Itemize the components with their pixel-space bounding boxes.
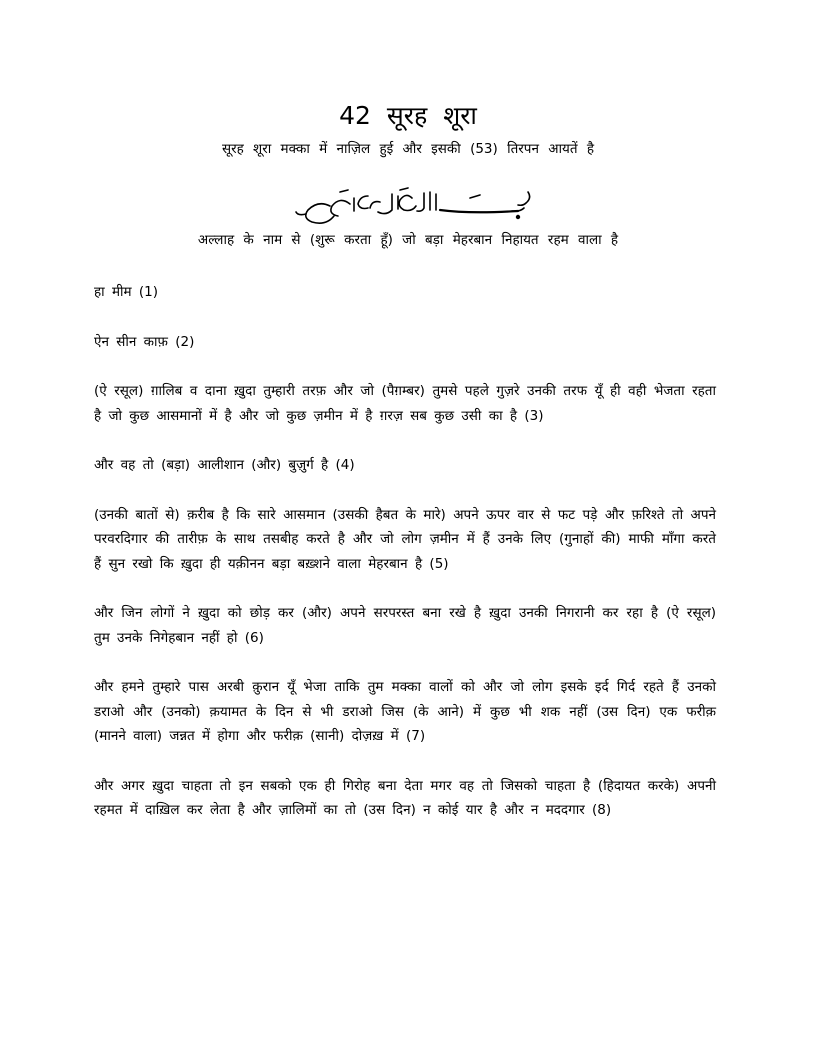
invocation-line: अल्लाह के नाम से (शुरू करता हूँ) जो बड़ा मेहरबान निहायत रहम वाला है xyxy=(197,232,619,248)
verse-5: (उनकी बातों से) क़रीब है कि सारे आसमान (उसकी हैबत के मारे) अपने ऊपर वार से फट पड़े और फ़रिश्ते तो अपने परवरदिगार की तारीफ़ के साथ तसबीह करते है और जो लोग ज़मीन में हैं उनके लिए (गुनाहों की) माफी माँगा करते हैं सुन रखो कि ख़ुदा ही यक़ीनन बड़ा बख़्शने वाला मेहरबान है (5) xyxy=(94,506,716,572)
verse-6: और जिन लोगों ने ख़ुदा को छोड़ कर (और) अपने सरपरस्त बना रखे है ख़ुदा उनकी निगरानी कर रहा है (ऐ रसूल) तुम उनके निगेहबान नहीं हो (6) xyxy=(94,605,716,646)
basmala-calligraphy xyxy=(280,184,540,230)
surah-title: 42 सूरह शूरा xyxy=(339,101,477,130)
verse-3: (ऐ रसूल) ग़ालिब व दाना ख़ुदा तुम्हारी तरफ़ और जो (पैग़म्बर) तुमसे पहले गुज़रे उनकी तरफ यूँ ही वही भेजता रहता है जो कुछ आसमानों में है और जो कुछ ज़मीन में है ग़रज़ सब कुछ उसी का है (3) xyxy=(94,383,716,424)
verse-8: और अगर ख़ुदा चाहता तो इन सबको एक ही गिरोह बना देता मगर वह तो जिसको चाहता है (हिदायत करके) अपनी रहमत में दाख़िल कर लेता है और ज़ालिमों का तो (उस दिन) न कोई यार है और न मददगार (8) xyxy=(94,777,716,818)
verse-4: और वह तो (बड़ा) आलीशान (और) बुज़ुर्ग है (4) xyxy=(94,457,355,473)
verse-7: और हमने तुम्हारे पास अरबी क़ुरान यूँ भेजा ताकि तुम मक्का वालों को और जो लोग इसके इर्द गिर्द रहते हैं उनको डराओ और (उनको) क़यामत के दिन से भी डराओ जिस (के आने) में कुछ भी शक नहीं (उस दिन) एक फरीक़ (मानने वाला) जन्नत में होगा और फरीक़ (सानी) दोज़ख़ में (7) xyxy=(94,679,716,744)
verses-list xyxy=(94,280,716,848)
surah-subtitle: सूरह शूरा मक्का में नाज़िल हुई और इसकी (53) तिरपन आयतें है xyxy=(221,141,595,157)
verse-1: हा मीम (1) xyxy=(94,284,159,300)
verse-2: ऐन सीन काफ़ (2) xyxy=(94,333,195,350)
